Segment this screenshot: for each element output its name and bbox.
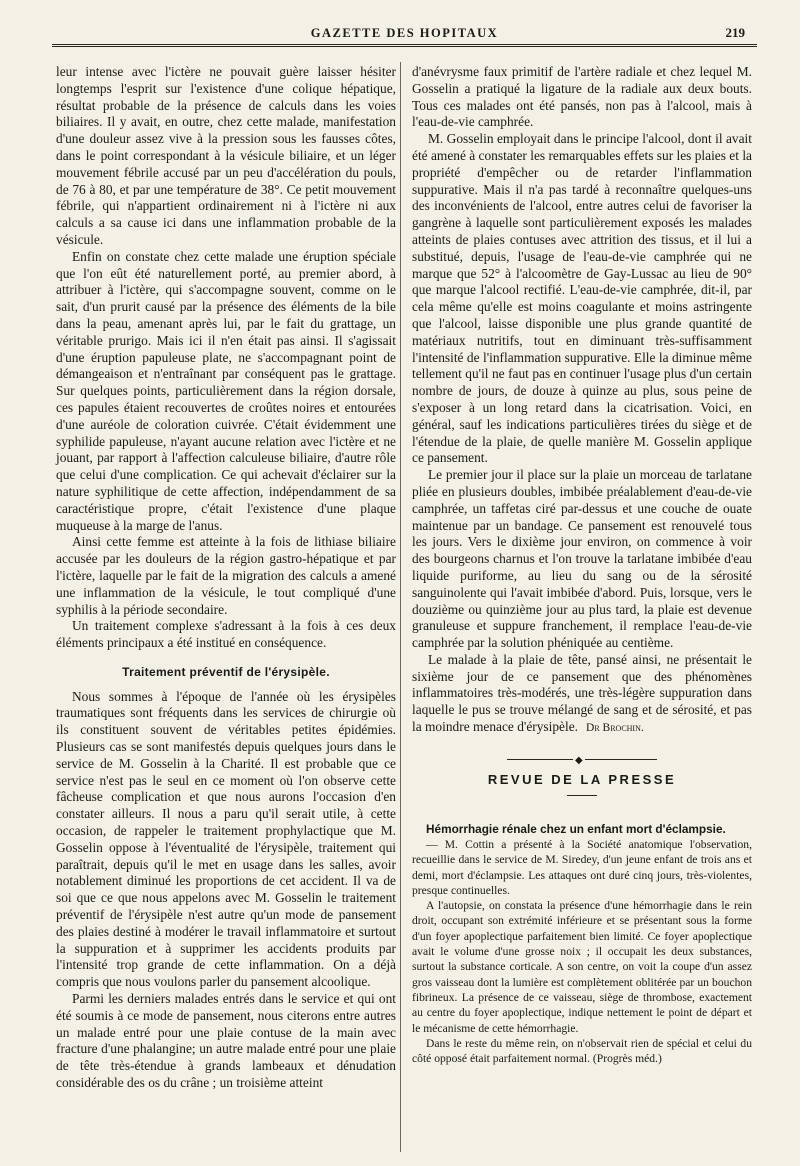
paragraph: Nous sommes à l'époque de l'année où les érysipèles traumatiques sont fréquents dans les services de chirurgie où ils constituent souvent de véritables petites épidémies. Plusieurs cas se sont manifestés depuis quelques jours dans le service de M. Gosselin à la Charité. Il est probable que ce service n'est pas le seul en ce moment où l'on observe cette fâcheuse complication et que nous aurons l'occasion d'en constater ailleurs. Il nous a paru qu'il serait utile, à cette occasion, de rappeler le traitement prophylactique que M. Gosselin oppose à l'éventualité de l'érysipèle, traitement qui paraîtrait, depuis qu'il le met en usage dans les salles, avoir notablement diminué les proportions de cet accident. Il va de soi que ce que nous appelons avec M. Gosselin le traitement préventif de l'érysipèle n'est autre qu'un mode de pansement des plaies destiné à modérer le travail inflammatoire et surtout la suppuration et à supprimer les accidents produits par l'intensité trop grande de cette inflammation. On a déjà compris que nous voulons parler du pansement alcoolique. [56,688,396,990]
paragraph: d'anévrysme faux primitif de l'artère radiale et chez lequel M. Gosselin a pratiqué la ligature de la radiale aux deux bouts. Tous ces malades ont été pansés, non pas à l'alcool, mais à l'eau-de-vie camphrée. [412,64,752,130]
paragraph: Parmi les derniers malades entrés dans le service et qui ont été soumis à ce mode de pansement, nous citerons entre autres un malade entré pour une plaie contuse de la main avec fracture d'une phalangine; un autre malade entré pour une plaie de tête très-étendue à grands lambeaux et dénudation considérable des os du crâne ; un troisième atteint [56,991,396,1091]
paragraph [412,652,752,737]
paragraph: Enfin on constate chez cette malade une éruption spéciale que l'on eût été naturellement porté, au premier abord, à attribuer à l'ictère, qui s'accompagne souvent, comme on le sait, d'un prurit causé par la présence des éléments de la bile dans la peau, amenant après lui, par le fait du grattage, un véritable prurigo. Mais ici il n'en était pas ainsi. Il s'agissait d'une éruption papuleuse plate, ne s'accompagnant point de démangeaison et n'entraînant par conséquent pas le grattage. Sur quelques points, particulièrement dans la région dorsale, ces papules étaient recouvertes de croûtes noires et entourées d'une auréole de coloration cuivrée. C'était évidemment une syphilide papuleuse, n'ayant aucune relation avec l'ictère et ne jouant, par rapport à l'affection calculeuse biliaire, d'autre rôle que celui d'une complication. Ce qui achevait d'éclairer sur la nature syphilitique de cette affection, indépendamment de sa caractéristique propre, c'était l'existence d'une plaque muqueuse à la marge de l'anus. [56,248,396,533]
page-header [52,20,757,47]
running-title: GAZETTE DES HOPITAUX [310,26,499,40]
press-review-article [412,822,752,1067]
paragraph: leur intense avec l'ictère ne pouvait guère laisser hésiter longtemps l'esprit sur l'existence d'une colique hépatique, résultat probable de la présence de calculs dans les voies biliaires. Il y avait, en outre, chez cette malade, manifestation d'une douleur assez vive à la pression sous les fausses côtes, dans le point correspondant à la vésicule biliaire, et un léger mouvement fébrile accusé par un peu d'accélération du pouls, de 76 à 80, et par une température de 38°. Ce petit mouvement fébrile, qui n'appartient ordinairement ni à l'ictère ni aux calculs a sa cause ici dans une inflammation probable de la vésicule. [56,64,396,247]
paragraph: M. Gosselin employait dans le principe l'alcool, dont il avait été amené à constater les remarquables effets sur les plaies et la propriété d'empêcher ou de retarder l'inflammation suppurative. Mais il n'a pas tardé à reconnaître quelques-uns des inconvénients de l'alcool, entre autres celui de favoriser la gangrène à laquelle sont particulièrement exposés les malades atteints de plaies contuses avec attrition des tissus, et il lui a substitué, depuis, l'usage de l'eau-de-vie camphrée qui ne marque que 52° à l'alcoomètre de Gay-Lussac au lieu de 90° que marque l'alcool rectifié. L'eau-de-vie camphrée, dit-il, par cela même qu'elle est moins coagulante et moins astringente que l'alcool, laisse disponible une plus grande quantité de matériaux nutritifs, tout en diminuant très-suffisamment l'intensité de l'inflammation suppurative. Elle la diminue même tellement qu'il ne faut pas en continuer l'usage plus d'un certain nombre de jours, de douze à quinze au plus, sous peine de s'exposer à un long retard dans la cicatrisation. Voici, en général, sauf les indications particulières tirées du siège et de l'étendue de la plaie, de quelle manière M. Gosselin applique ce pansement. [412,131,752,466]
article-title-text: Hémorrhagie rénale chez un enfant mort d'éclampsie. [426,821,726,836]
section-heading: Traitement préventif de l'érysipèle. [122,664,330,679]
column-divider [400,62,401,1152]
left-column [56,64,396,1092]
author-signature: Dr Brochin. [586,722,644,735]
paragraph: Dans le reste du même rein, on n'observait rien de spécial et celui du côté opposé était parfaitement normal. (Progrès méd.) [412,1036,752,1066]
paragraph: Un traitement complexe s'adressant à la fois à ces deux éléments principaux a été institué en conséquence. [56,618,396,651]
paragraph: Le premier jour il place sur la plaie un morceau de tarlatane pliée en plusieurs doubles, imbibée préalablement d'eau-de-vie camphrée, un taffetas ciré par-dessus et une couche de ouate maintenue par un bandage. Ce pansement est renouvelé tous les jours. Vers le dixième jour environ, on commence à voir des bourgeons charnus et l'on trouve la tarlatane imbibée d'eau liquide puriforme, au lieu du sang ou de la sérosité sanguinolente qui l'avait imbibée d'abord. Puis, lorsque, vers le douzième ou quinzième jour au plus tard, la plaie est devenue granuleuse et suppure franchement, il remplace l'eau-de-vie camphrée par la solution phéniquée au centième. [412,467,752,651]
ornamental-separator [507,754,657,766]
page-number: 219 [725,25,745,40]
paragraph: A l'autopsie, on constata la présence d'une hémorrhagie dans le rein droit, occupant son extrémité inférieure et se présentant sous la forme d'un foyer apoplectique parfaitement bien limité. Ce foyer apoplectique avait le volume d'une grosse noix ; il occupait les deux substances, surtout la substance corticale. A son centre, on voit la coupe d'un assez gros vaisseau dont la lumière est complètement oblitérée par un bouchon fibrineux. La présence de ce vaisseau, siège de thrombose, exactement au centre du foyer apoplectique, indique nettement le point de départ et le mécanisme de cette hémorrhagie. [412,899,752,1035]
paragraph: — M. Cottin a présenté à la Société anatomique l'observation, recueillie dans le service de M. Siredey, d'un jeune enfant de trois ans et demi, mort d'éclampsie. Les attaques ont duré cinq jours, très-violentes, presque continuelles. [412,837,752,897]
paragraph-text: Le malade à la plaie de tête, pansé ainsi, ne présentait le sixième jour de ce pansement que des phénomènes inflammatoires très-modérés, une très-légère suppuration dans laquelle le pus se trouve mélangé de sang et de sérosité, et pas la moindre menace d'érysipèle. [412,651,752,735]
article-title [412,822,752,837]
title-rule [567,795,597,796]
ornament-icon: ◆ [573,753,585,770]
review-section-title: REVUE DE LA PRESSE [487,771,677,787]
right-column [412,64,752,1066]
paragraph: Ainsi cette femme est atteinte à la fois de lithiase biliaire accusée par les douleurs de la région gastro-hépatique et par l'ictère, laquelle par le fait de la migration des calculs a amené une inflammation de la vésicule, le tout compliqué d'une syphilis à la période secondaire. [56,534,396,617]
